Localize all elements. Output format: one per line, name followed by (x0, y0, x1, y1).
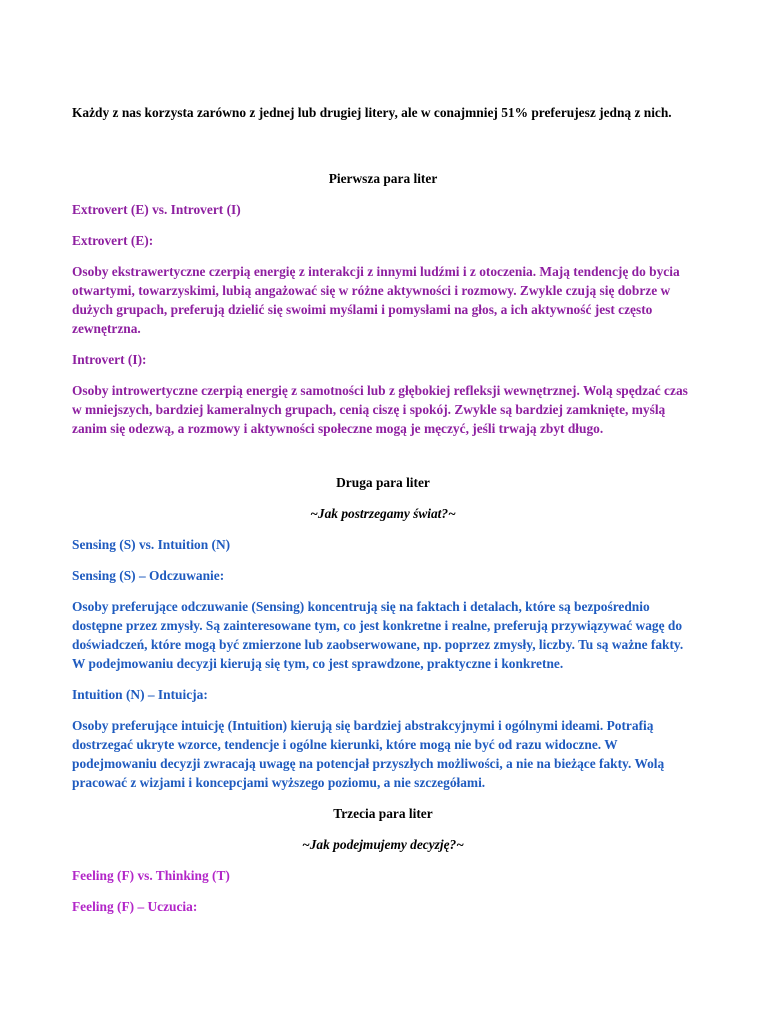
document-content (72, 103, 694, 916)
extrovert-heading: Extrovert (E): (72, 233, 154, 248)
section3-pair-heading: Feeling (F) vs. Thinking (T) (72, 868, 230, 883)
introvert-heading: Introvert (I): (72, 352, 147, 367)
section2-pair-heading: Sensing (S) vs. Intuition (N) (72, 537, 231, 552)
section3-subtitle: ~Jak podejmujemy decyzję?~ (302, 837, 464, 852)
intuition-paragraph: Osoby preferujące intuicję (Intuition) kierują się bardziej abstrakcyjnymi i ogólnymi ideami. Potrafią dostrzegać ukryte wzorce, tendencje i ogólne kierunki, które mogą nie być od razu widoczne. W podejmowaniu decyzji zwracają uwagę na potencjał przyszłych możliwości, a nie na bieżące fakty. Wolą pracować z wizjami i koncepcjami wyższego poziomu, a nie szczegółami. (72, 718, 665, 790)
introvert-paragraph: Osoby introwertyczne czerpią energię z samotności lub z głębokiej refleksji wewnętrznej. Wolą spędzać czas w mniejszych, bardziej kameralnych grupach, cenią ciszę i spokój. Zwykle są bardziej zamknięte, myślą zanim się odezwą, a rozmowy i aktywności społeczne mogą je męczyć, jeśli trwają zbyt długo. (72, 383, 688, 436)
feeling-heading: Feeling (F) – Uczucia: (72, 899, 198, 914)
section2-subtitle: ~Jak postrzegamy świat?~ (310, 506, 456, 521)
section3-title: Trzecia para liter (333, 806, 433, 821)
sensing-paragraph: Osoby preferujące odczuwanie (Sensing) koncentrują się na faktach i detalach, które są bezpośrednio dostępne przez zmysły. Są zainteresowane tym, co jest konkretne i realne, preferują przywiązywać wagę do doświadczeń, które mogą być zmierzone lub zaobserwowane, np. poprzez zmysły, liczby. Tu są ważne fakty. W podejmowaniu decyzji kierują się tym, co jest sprawdzone, praktyczne i konkretne. (72, 599, 684, 671)
intuition-heading: Intuition (N) – Intuicja: (72, 687, 208, 702)
section1-title: Pierwsza para liter (328, 171, 438, 186)
section1-pair-heading: Extrovert (E) vs. Introvert (I) (72, 202, 241, 217)
intro-paragraph: Każdy z nas korzysta zarówno z jednej lub drugiej litery, ale w conajmniej 51% preferujesz jedną z nich. (72, 105, 672, 120)
section2-title: Druga para liter (336, 475, 430, 490)
sensing-heading: Sensing (S) – Odczuwanie: (72, 568, 225, 583)
extrovert-paragraph: Osoby ekstrawertyczne czerpią energię z interakcji z innymi ludźmi i z otoczenia. Mają tendencję do bycia otwartymi, towarzyskimi, lubią angażować się w różne aktywności i rozmowy. Zwykle czują się dobrze w dużych grupach, preferują dzielić się swoimi myślami i pomysłami na głos, a ich aktywność jest często zewnętrzna. (72, 264, 680, 336)
